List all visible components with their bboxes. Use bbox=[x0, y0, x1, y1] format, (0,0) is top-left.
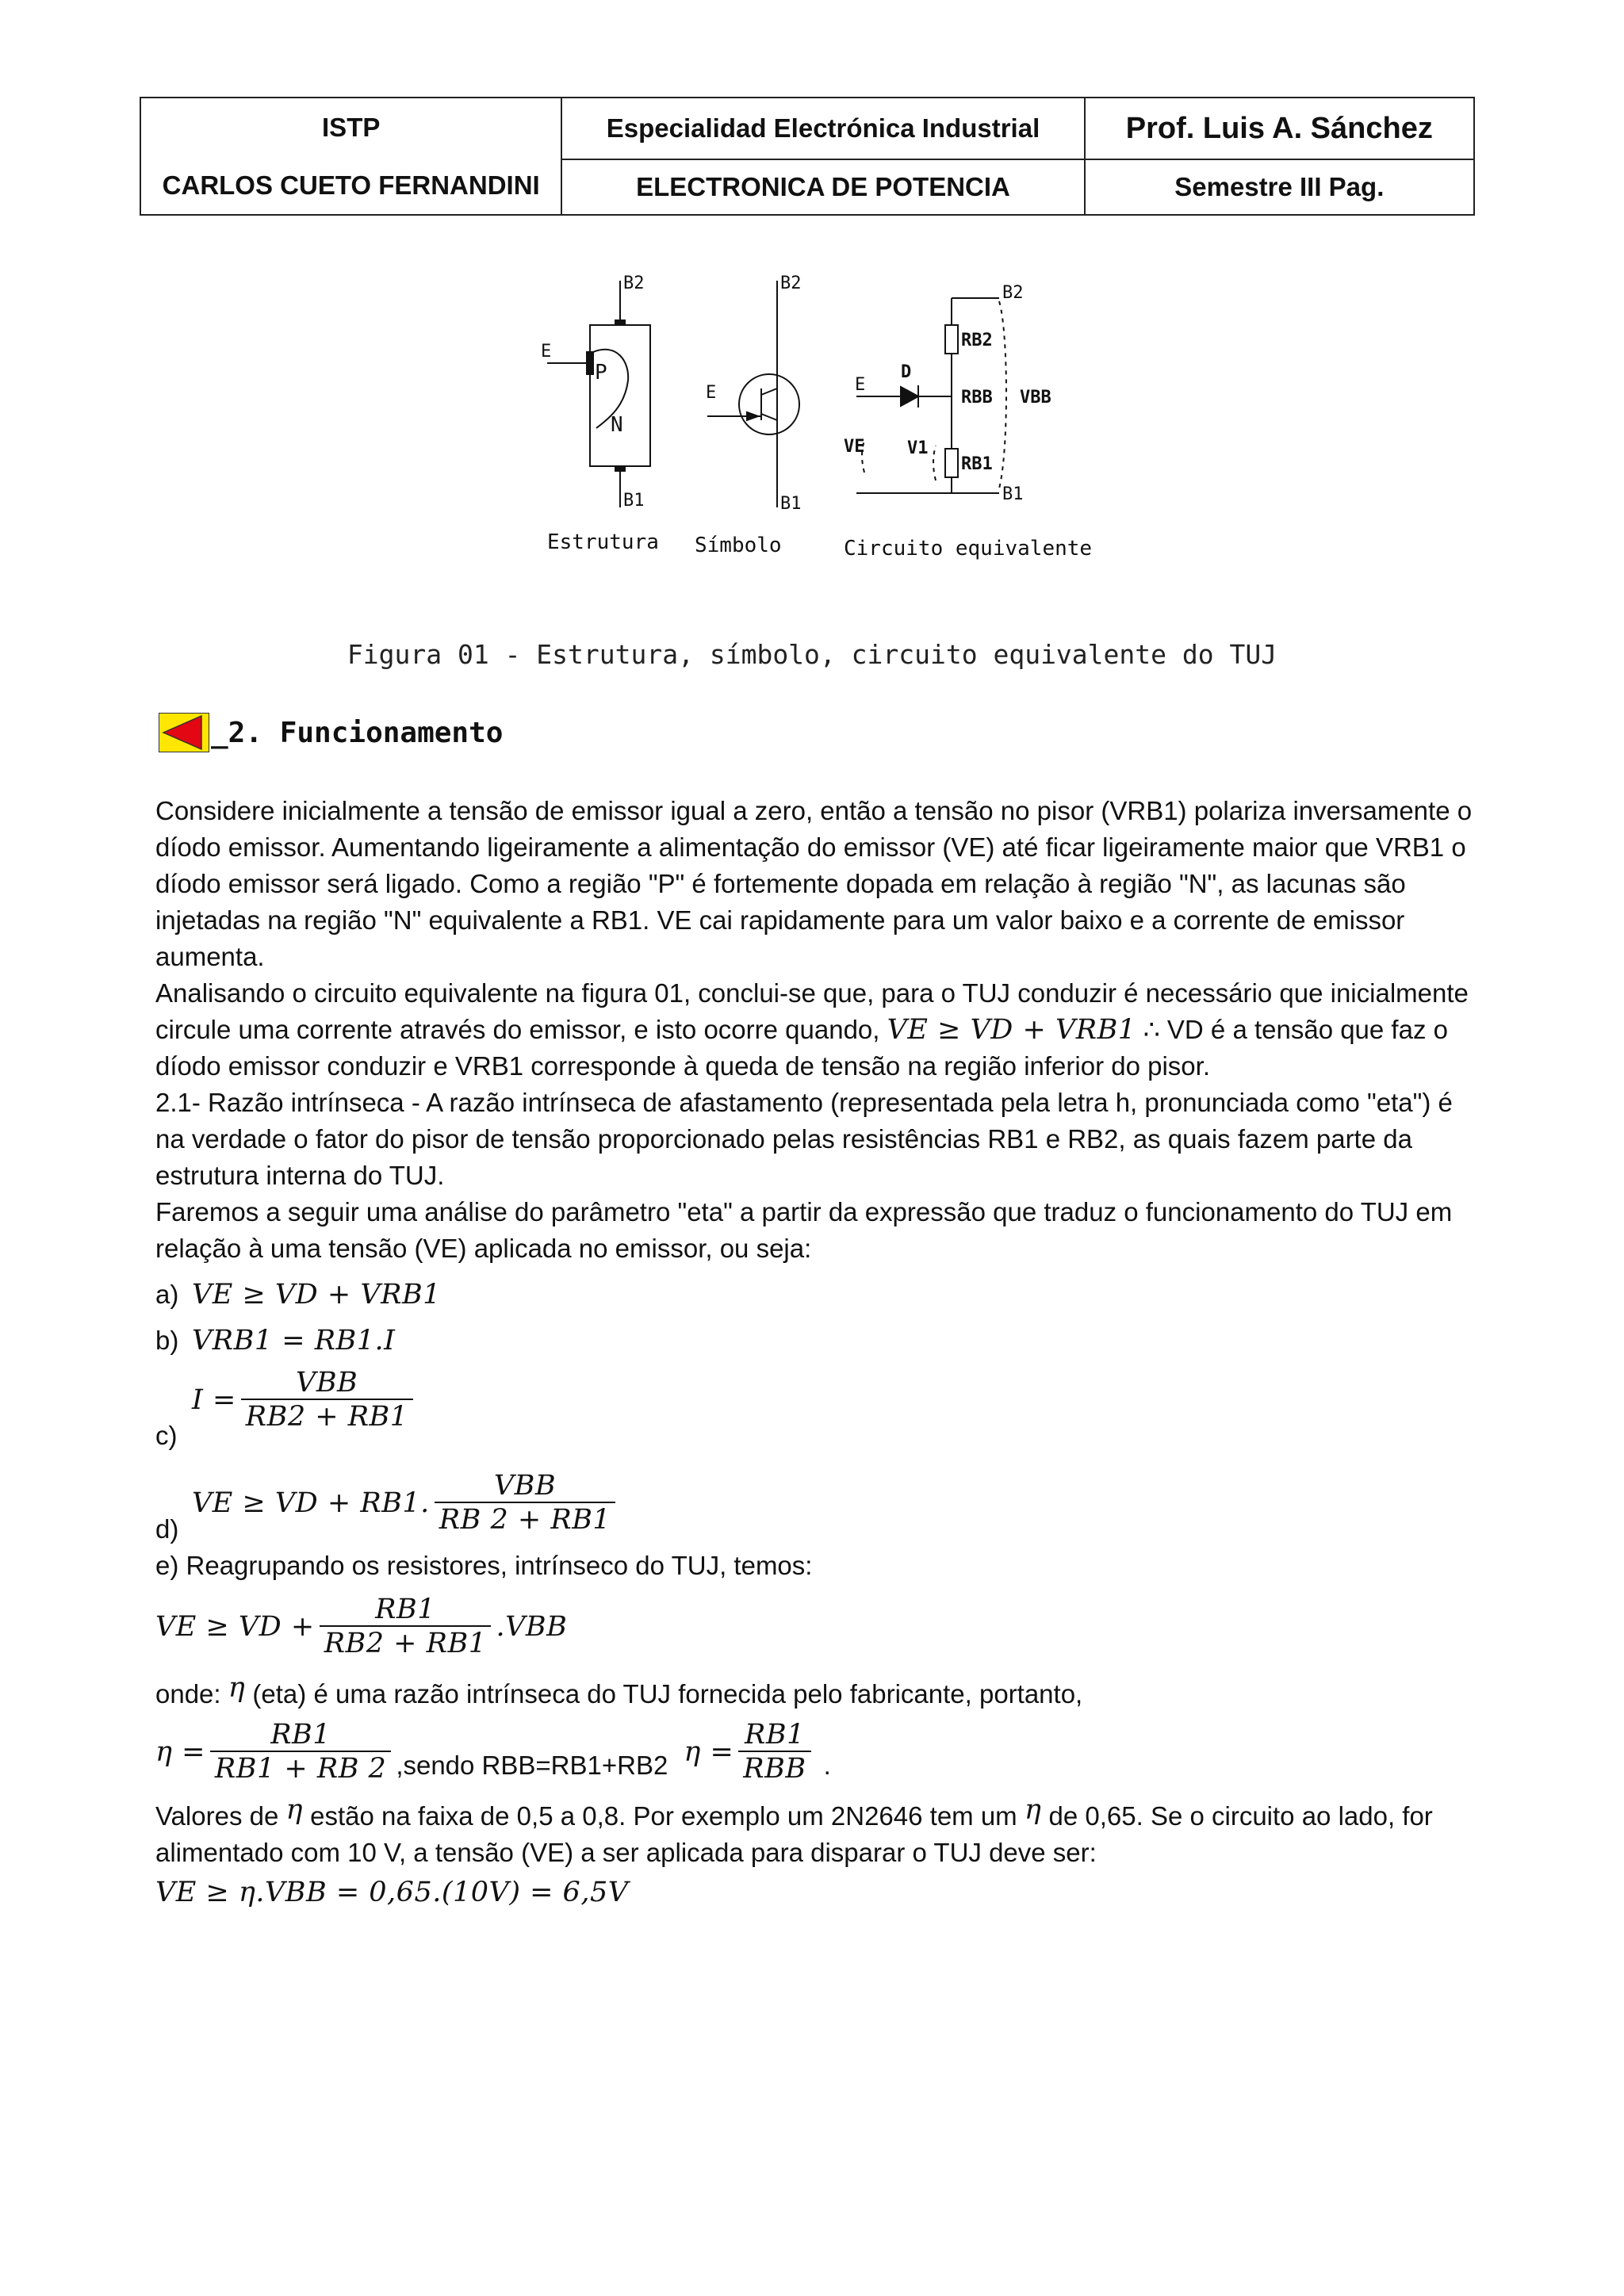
equation-eta: η = $\frac{RB1}{RB1 + RB 2}$ ,sendo RBB=RB1+RB2 η = $\frac{RB1}{\text{RBB}}$ . bbox=[155, 1719, 831, 1785]
body-text bbox=[155, 793, 1488, 1911]
caption-estrutura: Estrutura bbox=[547, 530, 659, 554]
institute-name: CARLOS CUETO FERNANDINI bbox=[162, 170, 540, 200]
paragraph-e: e) Reagrupando os resistores, intrínseco do TUJ, temos: bbox=[155, 1551, 813, 1580]
symbol-diagram bbox=[707, 281, 799, 507]
label-vbb: VBB bbox=[1020, 388, 1051, 408]
equation-b: b) VRB1 = RB1.I bbox=[155, 1325, 396, 1357]
institute-cell bbox=[140, 98, 561, 215]
paragraph-1: Considere inicialmente a tensão de emissor igual a zero, então a tensão no pisor (VRB1) polariza inversamente o díodo emissor. Aumentando ligeiramente a alimentação do emissor (VE) até ficar ligeiramente maior que VRB1 o díodo emissor será ligado. Como a região "P" é fortemente dopada em relação à região "N", as lacunas são injetadas na região "N" equivalente a RB1. VE cai rapidamente para um valor baixo e a corrente de emissor aumenta. bbox=[155, 796, 1473, 971]
label-b2: B2 bbox=[623, 274, 645, 293]
course: ELECTRONICA DE POTENCIA bbox=[561, 159, 1084, 215]
label-b2-circuit: B2 bbox=[1002, 283, 1024, 303]
equation-c: c) I = $\frac{\text{VBB}}{RB2 + RB1}$ bbox=[155, 1359, 1488, 1454]
inline-equation: VE ≥ VD + VRB1 bbox=[887, 1014, 1136, 1046]
professor: Prof. Luis A. Sánchez bbox=[1085, 98, 1474, 159]
paragraph-2: Analisando o circuito equivalente na figura 01, conclui-se que, para o TUJ conduzir é necessário que inicialmente circule uma corrente através do emissor, e isto ocorre quando, VE ≥ VD + VRB1 ∴ VD é a tensão que faz o díodo emissor conduzir e VRB1 corresponde à queda de tensão na região inferior do pisor. bbox=[155, 978, 1469, 1081]
caption-simbolo: Símbolo bbox=[695, 534, 782, 557]
label-b2-symbol: B2 bbox=[780, 274, 802, 293]
label-v1: V1 bbox=[907, 438, 929, 458]
figure-caption: Figura 01 - Estrutura, símbolo, circuito equivalente do TUJ bbox=[347, 639, 1277, 670]
section-heading bbox=[159, 712, 503, 753]
label-b1-circuit: B1 bbox=[1002, 484, 1024, 504]
caption-circuito: Circuito equivalente bbox=[844, 537, 1093, 561]
structure-diagram bbox=[547, 281, 650, 507]
header-table bbox=[140, 97, 1475, 216]
paragraph-3: 2.1- Razão intrínseca - A razão intrínseca de afastamento (representada pela letra h, pronunciada como "eta") é na verdade o fator do pisor de tensão proporcionado pelas resistências RB1 e RB2, as quais fazem parte da estrutura interna do TUJ. bbox=[155, 1088, 1453, 1190]
final-equation: VE ≥ η.VBB = 0,65.(10V) = 6,5V bbox=[155, 1877, 629, 1908]
semester: Semestre III Pag. bbox=[1085, 159, 1474, 215]
label-n: N bbox=[611, 413, 623, 437]
back-arrow-icon[interactable] bbox=[159, 713, 209, 752]
label-p: P bbox=[595, 361, 607, 385]
equation-e: VE ≥ VD + $\frac{RB1}{RB2 + RB1}$ .VBB bbox=[155, 1594, 568, 1659]
institute: ISTP bbox=[322, 112, 381, 142]
label-b1: B1 bbox=[623, 491, 645, 511]
section-title: _2. Funcionamento bbox=[211, 716, 504, 749]
tuj-figure bbox=[523, 270, 1094, 571]
paragraph-valores: Valores de η estão na faixa de 0,5 a 0,8. Por exemplo um 2N2646 tem um η de 0,65. Se o circuito ao lado, for alimentado com 10 V, a tensão (VE) a ser aplicada para disparar o TUJ deve ser: bbox=[155, 1794, 1433, 1867]
label-e-circuit: E bbox=[855, 375, 866, 395]
label-e: E bbox=[541, 342, 552, 362]
label-rb2: RB2 bbox=[961, 331, 993, 350]
label-ve: VE bbox=[844, 437, 865, 457]
paragraph-4: Faremos a seguir uma análise do parâmetro "eta" a partir da expressão que traduz o funcionamento do TUJ em relação à uma tensão (VE) aplicada no emissor, ou seja: bbox=[155, 1197, 1453, 1263]
paragraph-onde: onde: η (eta) é uma razão intrínseca do TUJ fornecida pelo fabricante, portanto, bbox=[155, 1672, 1083, 1709]
label-b1-symbol: B1 bbox=[780, 494, 802, 514]
label-e-symbol: E bbox=[706, 383, 717, 403]
equation-a: a) VE ≥ VD + VRB1 bbox=[155, 1279, 441, 1311]
label-rbb: RBB bbox=[961, 388, 993, 408]
label-rb1: RB1 bbox=[961, 454, 993, 474]
label-d: D bbox=[901, 362, 912, 382]
specialty: Especialidad Electrónica Industrial bbox=[561, 98, 1084, 159]
equation-d: d) VE ≥ VD + RB1. $\frac{\text{VBB}}{RB 2 + RB1}$ bbox=[155, 1454, 1488, 1548]
